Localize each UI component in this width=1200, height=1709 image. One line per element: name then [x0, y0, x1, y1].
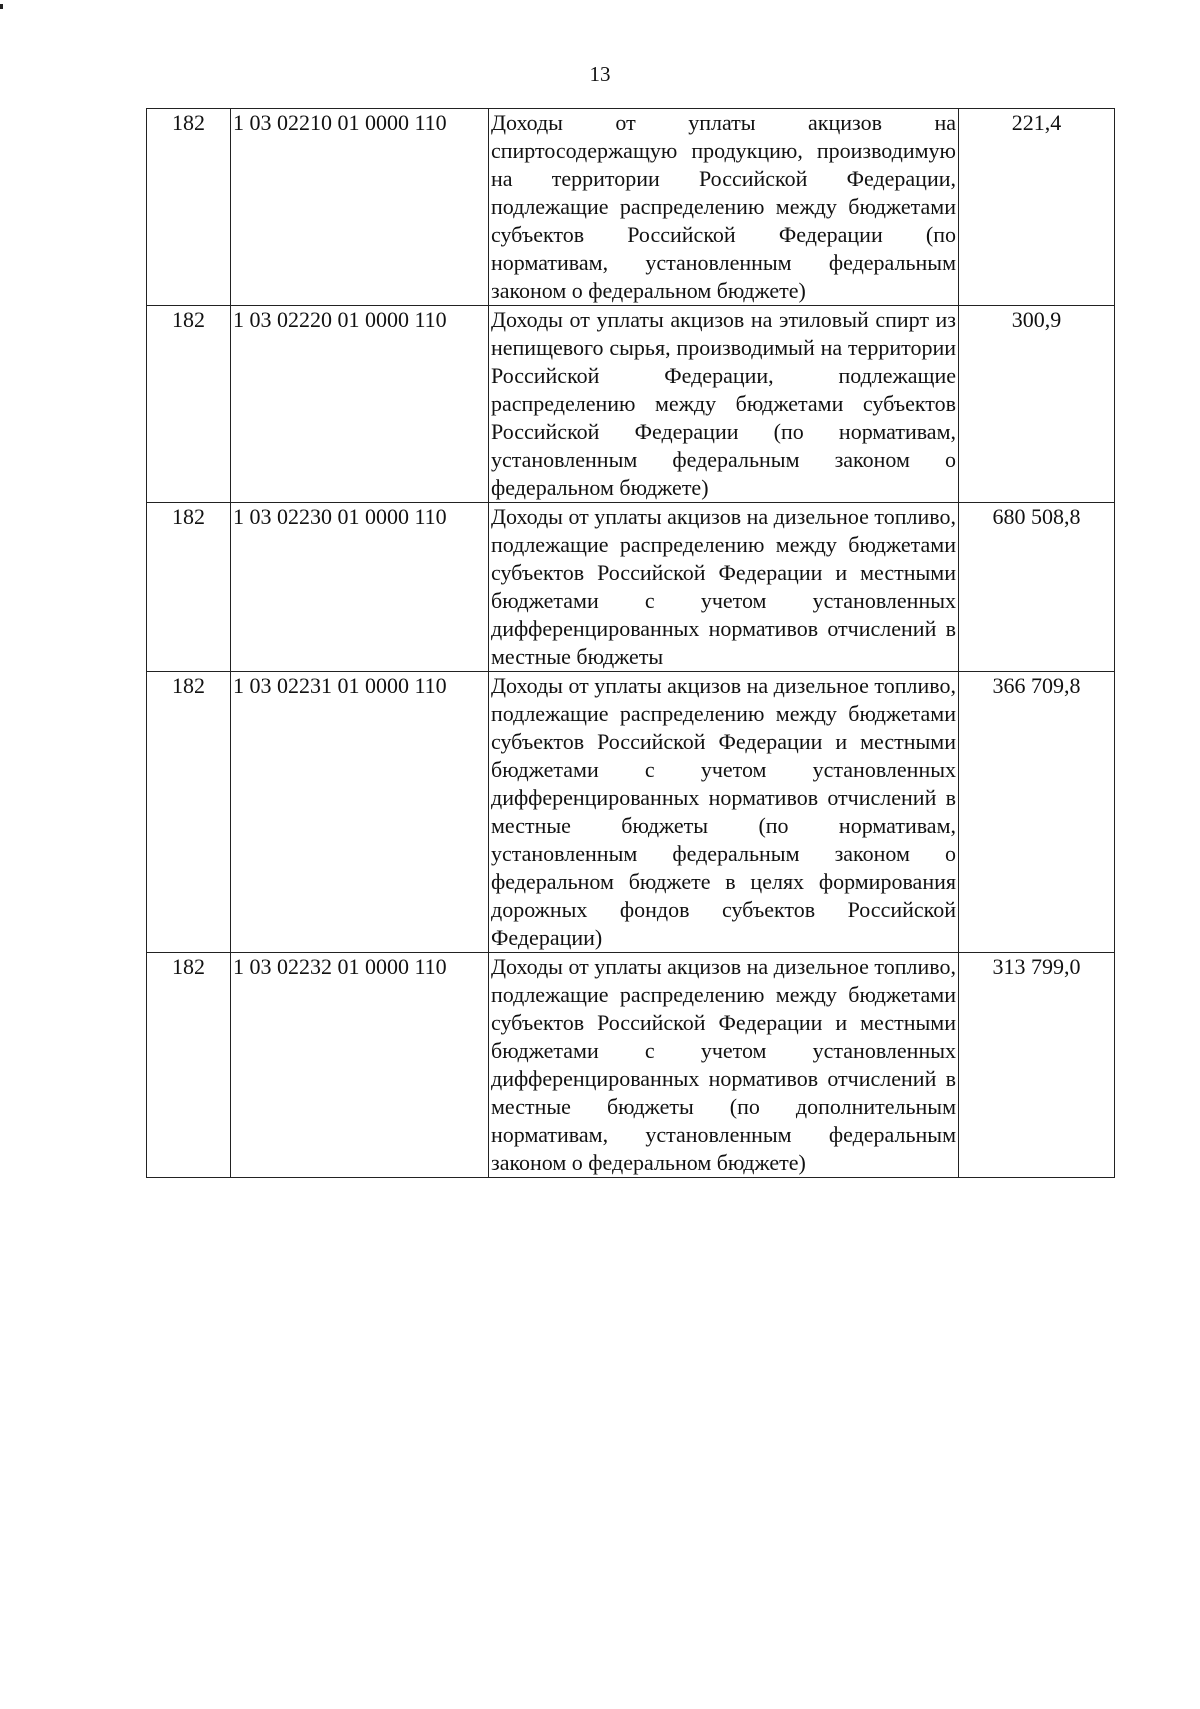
table-row [147, 953, 1115, 1178]
table-row [147, 672, 1115, 953]
admin-code-cell: 182 [147, 503, 231, 672]
amount-cell: 221,4 [959, 109, 1115, 306]
admin-code-cell: 182 [147, 953, 231, 1178]
description-cell: Доходы от уплаты акцизов на этиловый спирт из непищевого сырья, производимый на территории Российской Федерации, подлежащие распределению между бюджетами субъектов Российской Федерации (по нормативам, установленным федеральным законом о федеральном бюджете) [489, 306, 959, 503]
budget-code-cell: 1 03 02230 01 0000 110 [231, 503, 489, 672]
budget-code-cell: 1 03 02220 01 0000 110 [231, 306, 489, 503]
budget-code-cell: 1 03 02232 01 0000 110 [231, 953, 489, 1178]
budget-code-cell: 1 03 02231 01 0000 110 [231, 672, 489, 953]
table-row [147, 109, 1115, 306]
amount-cell: 313 799,0 [959, 953, 1115, 1178]
page-number: 13 [589, 62, 611, 86]
amount-cell: 300,9 [959, 306, 1115, 503]
description-cell: Доходы от уплаты акцизов на дизельное топливо, подлежащие распределению между бюджетами субъектов Российской Федерации и местными бюджетами с учетом установленных дифференцированных нормативов отчислений в местные бюджеты [489, 503, 959, 672]
table-row [147, 503, 1115, 672]
description-cell: Доходы от уплаты акцизов на дизельное топливо, подлежащие распределению между бюджетами субъектов Российской Федерации и местными бюджетами с учетом установленных дифференцированных нормативов отчислений в местные бюджеты (по нормативам, установленным федеральным законом о федеральном бюджете в целях формирования дорожных фондов субъектов Российской Федерации) [489, 672, 959, 953]
table-row [147, 306, 1115, 503]
revenue-table [146, 108, 1115, 1178]
admin-code-cell: 182 [147, 109, 231, 306]
scan-mark [0, 4, 3, 9]
admin-code-cell: 182 [147, 306, 231, 503]
amount-cell: 680 508,8 [959, 503, 1115, 672]
amount-cell: 366 709,8 [959, 672, 1115, 953]
description-cell: Доходы от уплаты акцизов на спиртосодержащую продукцию, производимую на территории Российской Федерации, подлежащие распределению между бюджетами субъектов Российской Федерации (по нормативам, установленным федеральным законом о федеральном бюджете) [489, 109, 959, 306]
budget-code-cell: 1 03 02210 01 0000 110 [231, 109, 489, 306]
description-cell: Доходы от уплаты акцизов на дизельное топливо, подлежащие распределению между бюджетами субъектов Российской Федерации и местными бюджетами с учетом установленных дифференцированных нормативов отчислений в местные бюджеты (по дополнительным нормативам, установленным федеральным законом о федеральном бюджете) [489, 953, 959, 1178]
admin-code-cell: 182 [147, 672, 231, 953]
